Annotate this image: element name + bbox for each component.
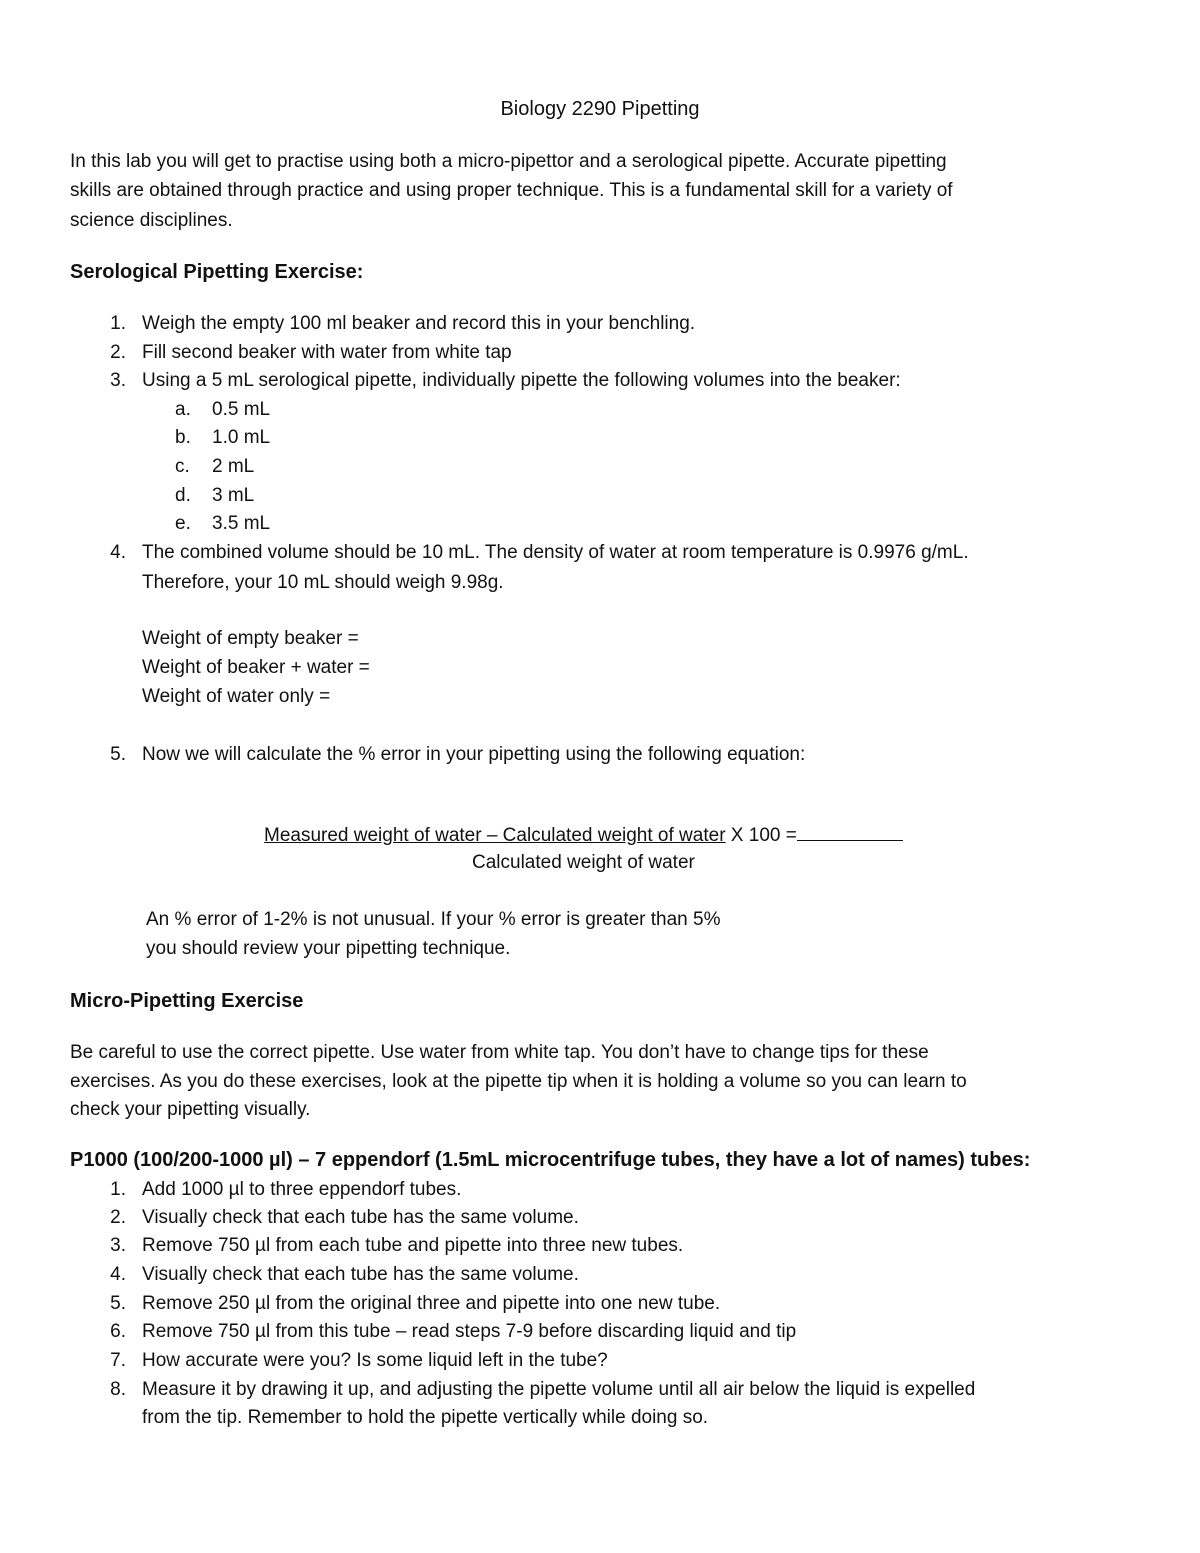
weight-water-only: Weight of water only = (142, 686, 331, 707)
micro-intro-line-2: exercises. As you do these exercises, look at the pipette tip when it is holding a volume so you can learn to (70, 1071, 967, 1092)
step-text: Visually check that each tube has the same volume. (142, 1264, 579, 1285)
equation-numerator-line (264, 822, 903, 847)
step-number: 3. (110, 370, 126, 391)
page-title: Biology 2290 Pipetting (500, 98, 700, 120)
step-text: Remove 750 µl from each tube and pipette into three new tubes. (142, 1235, 684, 1256)
volume-value: 2 mL (212, 456, 255, 477)
intro-line-1: In this lab you will get to practise using both a micro-pipettor and a serological pipette. Accurate pipetting (70, 151, 947, 172)
step-number: 3. (110, 1235, 126, 1256)
weight-beaker-water: Weight of beaker + water = (142, 657, 370, 678)
step-text: Remove 750 µl from this tube – read steps 7-9 before discarding liquid and tip (142, 1321, 797, 1342)
step-text: How accurate were you? Is some liquid left in the tube? (142, 1350, 608, 1371)
step-number: 1. (110, 313, 126, 334)
volume-letter: d. (175, 485, 191, 506)
volume-letter: b. (175, 427, 191, 448)
step-text: Measure it by drawing it up, and adjusting the pipette volume until all air below the liquid is expelled (142, 1379, 976, 1400)
intro-line-3: science disciplines. (70, 210, 233, 231)
step-text: The combined volume should be 10 mL. The density of water at room temperature is 0.9976 g/mL. (142, 542, 969, 563)
step-text: Fill second beaker with water from white tap (142, 342, 512, 363)
volume-letter: a. (175, 399, 191, 420)
volume-value: 3.5 mL (212, 513, 271, 534)
error-note-line-1: An % error of 1-2% is not unusual. If your % error is greater than 5% (146, 909, 721, 930)
step-text: Visually check that each tube has the same volume. (142, 1207, 579, 1228)
step-number: 2. (110, 1207, 126, 1228)
step-text: Weigh the empty 100 ml beaker and record this in your benchling. (142, 313, 696, 334)
step-number: 7. (110, 1350, 126, 1371)
volume-letter: e. (175, 513, 191, 534)
volume-letter: c. (175, 456, 190, 477)
p1000-heading: P1000 (100/200-1000 µl) – 7 eppendorf (1.5mL microcentrifuge tubes, they have a lot of names) tubes: (70, 1149, 1031, 1171)
step-text: Using a 5 mL serological pipette, individually pipette the following volumes into the beaker: (142, 370, 901, 391)
step-text: Now we will calculate the % error in your pipetting using the following equation: (142, 744, 806, 765)
equation-multiplier: X 100 = (725, 825, 797, 846)
equation-numerator: Measured weight of water – Calculated weight of water (264, 825, 726, 846)
step-number: 2. (110, 342, 126, 363)
micro-intro-line-1: Be careful to use the correct pipette. Use water from white tap. You don’t have to change tips for these (70, 1042, 929, 1063)
answer-blank (797, 822, 903, 841)
volume-value: 0.5 mL (212, 399, 271, 420)
equation-denominator: Calculated weight of water (472, 852, 695, 873)
step-text-continued: Therefore, your 10 mL should weigh 9.98g. (142, 572, 504, 593)
weight-empty-beaker: Weight of empty beaker = (142, 628, 359, 649)
intro-line-2: skills are obtained through practice and using proper technique. This is a fundamental skill for a variety of (70, 180, 953, 201)
step-text: Remove 250 µl from the original three and pipette into one new tube. (142, 1293, 721, 1314)
step-number: 4. (110, 1264, 126, 1285)
micro-intro-line-3: check your pipetting visually. (70, 1099, 311, 1120)
micro-heading: Micro-Pipetting Exercise (70, 990, 304, 1012)
step-number: 1. (110, 1179, 126, 1200)
volume-value: 1.0 mL (212, 427, 271, 448)
volume-value: 3 mL (212, 485, 255, 506)
step-number: 5. (110, 1293, 126, 1314)
step-text-continued: from the tip. Remember to hold the pipette vertically while doing so. (142, 1407, 709, 1428)
step-number: 4. (110, 542, 126, 563)
step-number: 5. (110, 744, 126, 765)
step-text: Add 1000 µl to three eppendorf tubes. (142, 1179, 462, 1200)
serological-heading: Serological Pipetting Exercise: (70, 261, 364, 283)
step-number: 8. (110, 1379, 126, 1400)
error-note-line-2: you should review your pipetting technique. (146, 938, 511, 959)
step-number: 6. (110, 1321, 126, 1342)
